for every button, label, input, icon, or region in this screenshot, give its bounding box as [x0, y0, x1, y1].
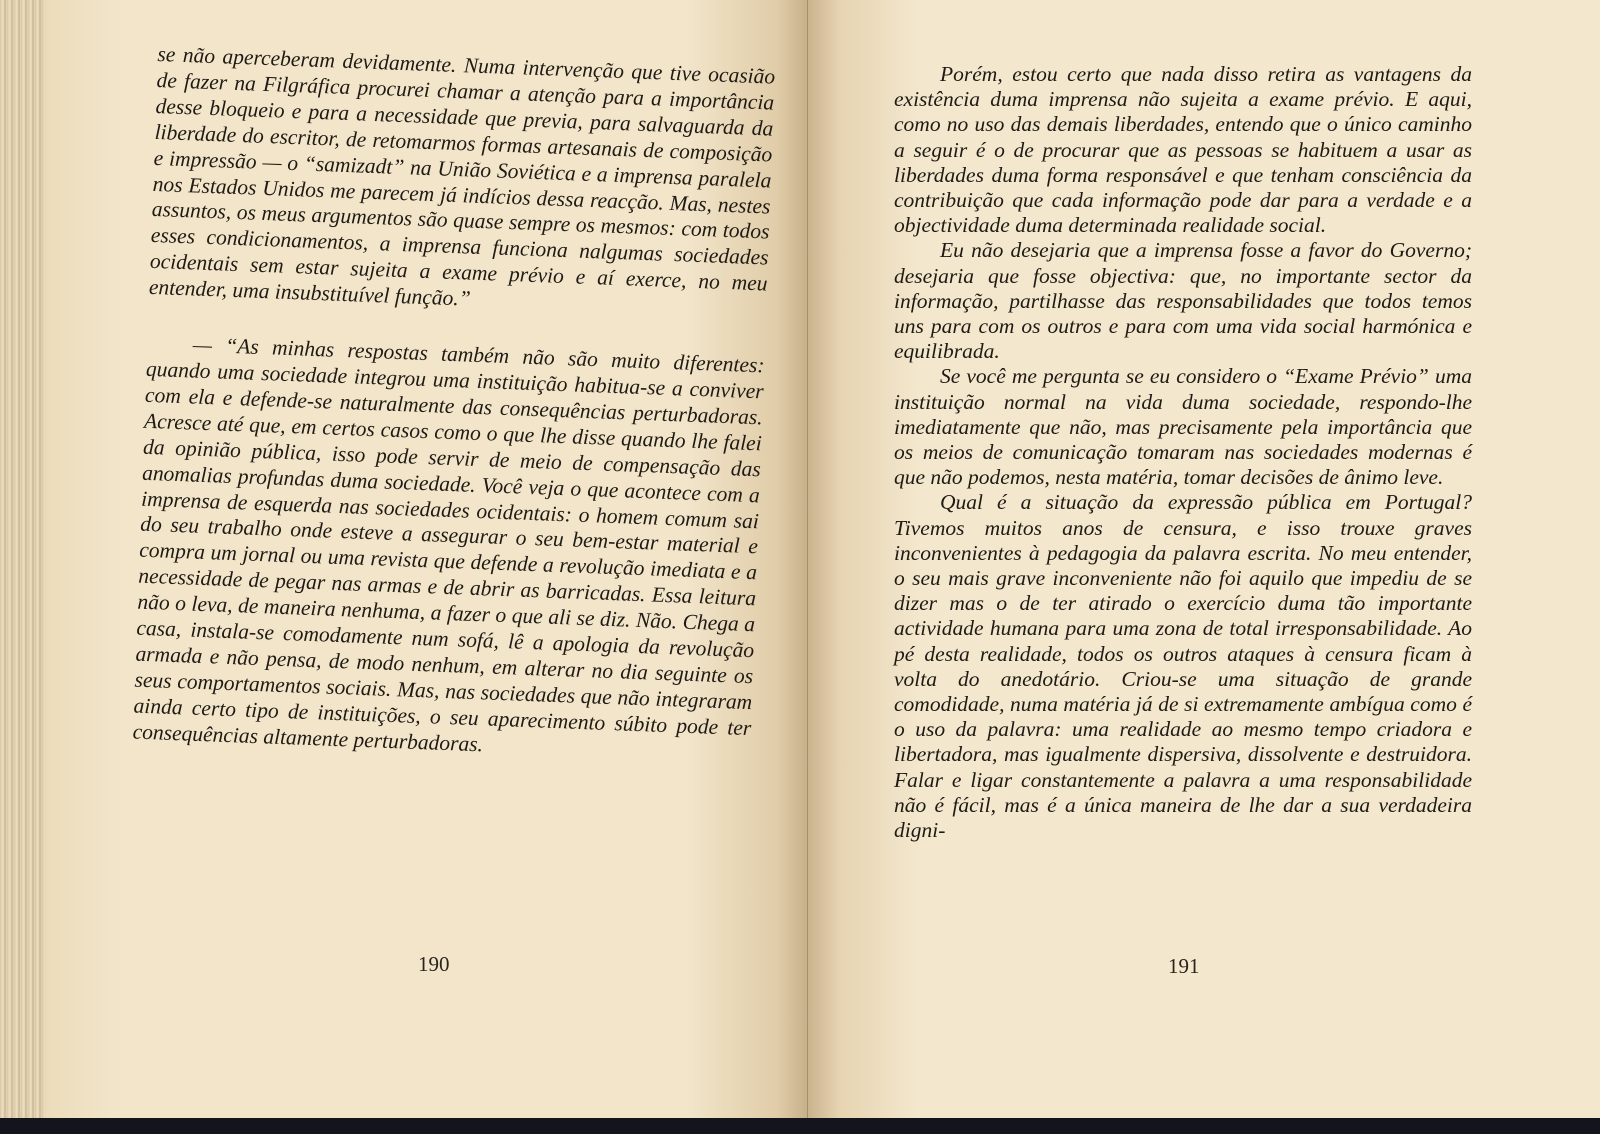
- page-edges: [0, 0, 47, 1118]
- paragraph: Porém, estou certo que nada disso retira as vantagens da existência duma imprensa não sujeita a exame prévio. E aqui, como no uso das demais liberdades, entendo que o único caminho a seguir é o de procurar que as pessoas se habituem a usar as liberdades duma forma responsável e que tenham consciência da contribuição que cada informação pode dar para a verdade e a objectividade duma determinada realidade social.: [894, 62, 1472, 238]
- right-page-text: [894, 62, 1472, 843]
- paragraph: — “As minhas respostas também não são muito diferentes: quando uma sociedade integrou uma instituição habitua-se a conviver com ela e defende-se naturalmente das consequências perturbadoras. Acresce até que, em certos casos como o que lhe disse quando lhe falei da opinião pública, isso pode servir de meio de compensação das anomalias profundas duma sociedade. Você veja o que acontece com a imprensa de esquerda nas sociedades ocidentais: o homem comum sai do seu trabalho onde esteve a assegurar o seu bem-estar material e compra um jornal ou uma revista que defende a revolução imediata e a necessidade de pegar nas armas e de abrir as barricadas. Essa leitura não o leva, de maneira nenhuma, a fazer o que ali se diz. Não. Chega a casa, instala-se comodamente num sofá, lê a apologia da revolução armada e não pensa, de modo nenhum, em alterar no dia seguinte os seus comportamentos sociais. Mas, nas sociedades que não integraram ainda certo tipo de instituições, o seu aparecimento súbito pode ter consequências altamente perturbadoras.: [132, 332, 765, 757]
- paragraph: Eu não desejaria que a imprensa fosse a favor do Governo; desejaria que fosse objectiva: que, no importante sector da informação, partilhasse das responsabilidades que todos temos uns para com os outros e para com uma vida social harmónica e equilibrada.: [894, 238, 1472, 364]
- paragraph: Se você me pergunta se eu considero o “Exame Prévio” uma instituição normal na vida duma sociedade, respondo-lhe imediatamente que não, mas precisamente pela importância que os meios de comunicação tomaram nas sociedades modernas é que não podemos, nesta matéria, tomar decisões de ânimo leve.: [894, 364, 1472, 490]
- left-page-text: [132, 42, 775, 768]
- page-number: 191: [1168, 954, 1200, 978]
- paragraph: se não aperceberam devidamente. Numa intervenção que tive ocasião de fazer na Filgráfica procurei chamar a atenção para a importância desse bloqueio e para a necessidade que previa, para salvaguarda da liberdade do escritor, de retomarmos formas artesanais de composição e impressão — o “samizadt” na União Soviética e a imprensa paralela nos Estados Unidos me parecem já indícios dessa reacção. Mas, nestes assuntos, os meus argumentos são quase sempre os mesmos: com todos esses condicionamentos, a imprensa funciona nalgumas sociedades ocidentais sem estar sujeita a exame prévio e aí exerce, no meu entender, uma insubstituível função.”: [148, 42, 776, 311]
- left-page: [46, 0, 808, 1118]
- paragraph: Qual é a situação da expressão pública em Portugal? Tivemos muitos anos de censura, e isso trouxe graves inconvenientes à pedagogia da palavra escrita. No meu entender, o seu mais grave inconveniente não foi aquilo que impediu de se dizer mas o de ter atirado o exercício duma tão importante actividade humana para uma zona de total irresponsabilidade. Ao pé desta realidade, todos os outros ataques à censura ficam à volta do anedotário. Criou-se uma situação de grande comodidade, numa matéria já de si extremamente ambígua como é o uso da palavra: uma realidade ao mesmo tempo criadora e libertadora, mas igualmente dispersiva, dissolvente e destruidora. Falar e ligar constantemente a palavra a uma responsabilidade não é fácil, mas é a única maneira de lhe dar a sua verdadeira digni-: [894, 490, 1472, 843]
- page-number: 190: [418, 952, 450, 976]
- right-page: [808, 0, 1600, 1118]
